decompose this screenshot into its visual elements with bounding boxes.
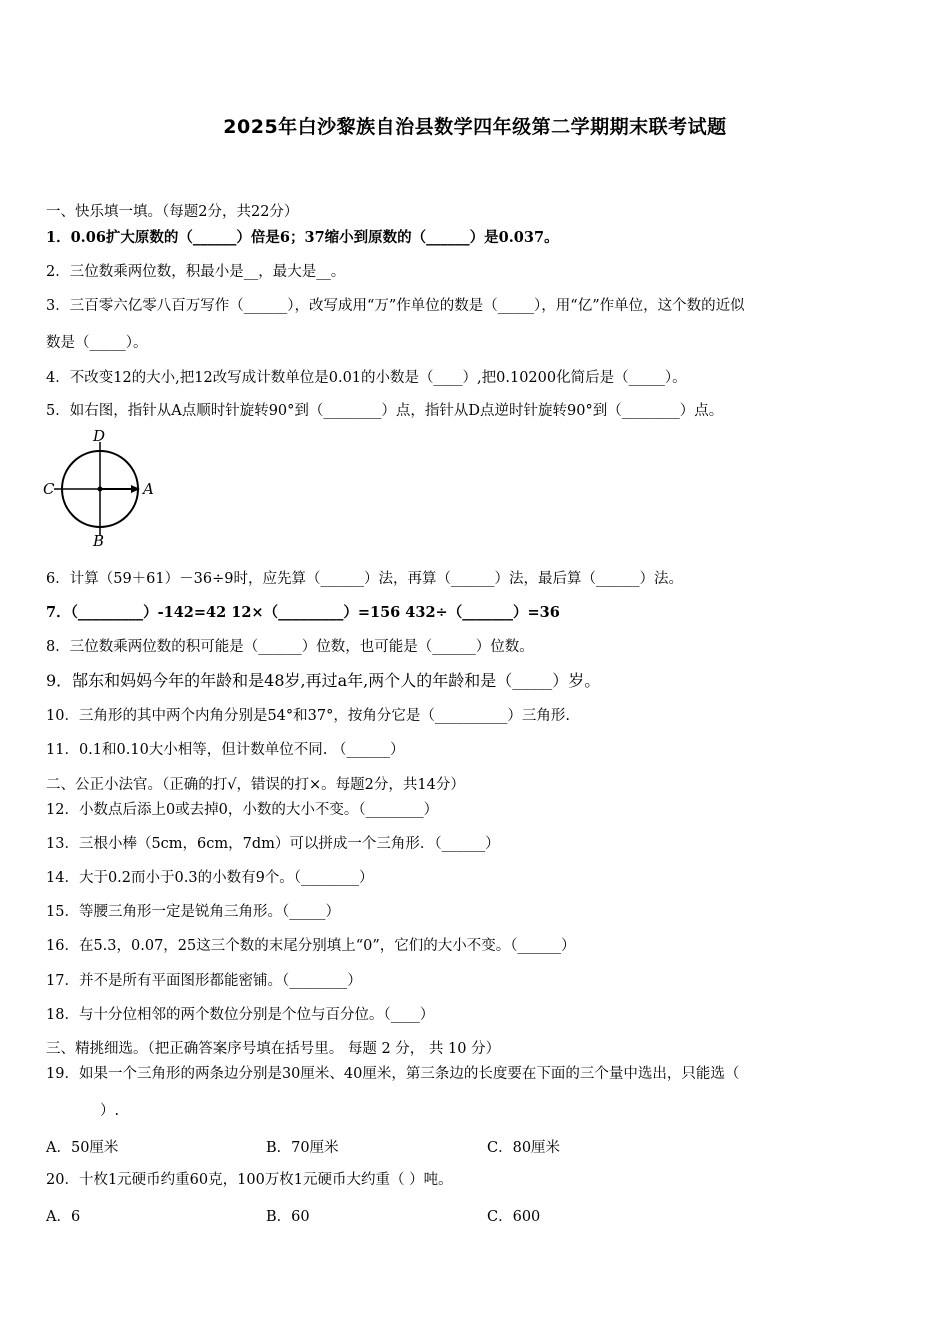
question-14: 14．大于0.2而小于0.3的小数有9个。（________） (46, 870, 374, 886)
question-6: 6．计算（59＋61）－36÷9时，应先算（______）法，再算（______）法，最后算（______）法。 (46, 571, 683, 587)
label-d: D (93, 428, 106, 445)
question-3-line-2: 数是（_____）。 (46, 335, 148, 351)
question-2: 2．三位数乘两位数，积最小是__，最大是__。 (46, 264, 346, 280)
question-9: 9．郜东和妈妈今年的年龄和是48岁,再过a年,两个人的年龄和是（_____）岁。 (46, 671, 601, 690)
q19-option-b: B．70厘米 (266, 1140, 339, 1156)
question-1: 1．0.06扩大原数的（______）倍是6；37缩小到原数的（______）是0.037。 (46, 229, 559, 246)
question-7: 7．（_________）-142=42 12×（_________）=156 432÷（_______）=36 (46, 604, 560, 621)
question-16: 16．在5.3，0.07，25这三个数的末尾分别填上“0”，它们的大小不变。（______） (46, 938, 576, 954)
label-c: C (43, 480, 55, 498)
page-title: 2025年白沙黎族自治县数学四年级第二学期期末联考试题 (223, 116, 727, 138)
label-b: B (93, 532, 105, 550)
question-4: 4．不改变12的大小,把12改写成计数单位是0.01的小数是（____）,把0.10200化简后是（_____）。 (46, 370, 687, 386)
section-2-heading: 二、公正小法官。（正确的打√，错误的打×。每题2分，共14分） (46, 777, 465, 793)
q20-option-a: A．6 (46, 1209, 81, 1225)
question-13: 13．三根小棒（5cm，6cm，7dm）可以拼成一个三角形．（______） (46, 836, 500, 852)
question-11: 11．0.1和0.10大小相等，但计数单位不同. （______） (46, 742, 405, 758)
question-12: 12．小数点后添上0或去掉0，小数的大小不变。（________） (46, 802, 439, 818)
label-a: A (143, 480, 154, 498)
dial-center (98, 487, 103, 492)
q19-option-a: A．50厘米 (46, 1140, 119, 1156)
clock-dial-figure (40, 428, 165, 550)
question-18: 18．与十分位相邻的两个数位分别是个位与百分位。（____） (46, 1007, 435, 1023)
q19-option-c: C．80厘米 (487, 1140, 561, 1156)
question-15: 15．等腰三角形一定是锐角三角形。（_____） (46, 904, 340, 920)
section-3-heading: 三、精挑细选。（把正确答案序号填在括号里。 每题 2 分， 共 10 分） (46, 1041, 501, 1057)
question-5: 5．如右图，指针从A点顺时针旋转90°到（________）点，指针从D点逆时针旋转90°到（________）点。 (46, 403, 724, 419)
question-19-line-2: ）. (100, 1103, 120, 1119)
question-20: 20．十枚1元硬币约重60克，100万枚1元硬币大约重（ ）吨。 (46, 1172, 453, 1188)
section-1-heading: 一、快乐填一填。（每题2分，共22分） (46, 204, 299, 220)
question-3-line-1: 3．三百零六亿零八百万写作（______），改写成用“万”作单位的数是（_____），用“亿”作单位，这个数的近似 (46, 298, 745, 314)
question-8: 8．三位数乘两位数的积可能是（______）位数，也可能是（______）位数。 (46, 639, 534, 655)
q20-option-b: B．60 (266, 1209, 310, 1225)
q20-option-c: C．600 (487, 1209, 541, 1225)
question-17: 17．并不是所有平面图形都能密铺。（________） (46, 973, 362, 989)
question-10: 10．三角形的其中两个内角分别是54°和37°，按角分它是（__________）三角形. (46, 708, 570, 724)
question-19-line-1: 19．如果一个三角形的两条边分别是30厘米、40厘米，第三条边的长度要在下面的三个量中选出，只能选（ (46, 1066, 740, 1082)
